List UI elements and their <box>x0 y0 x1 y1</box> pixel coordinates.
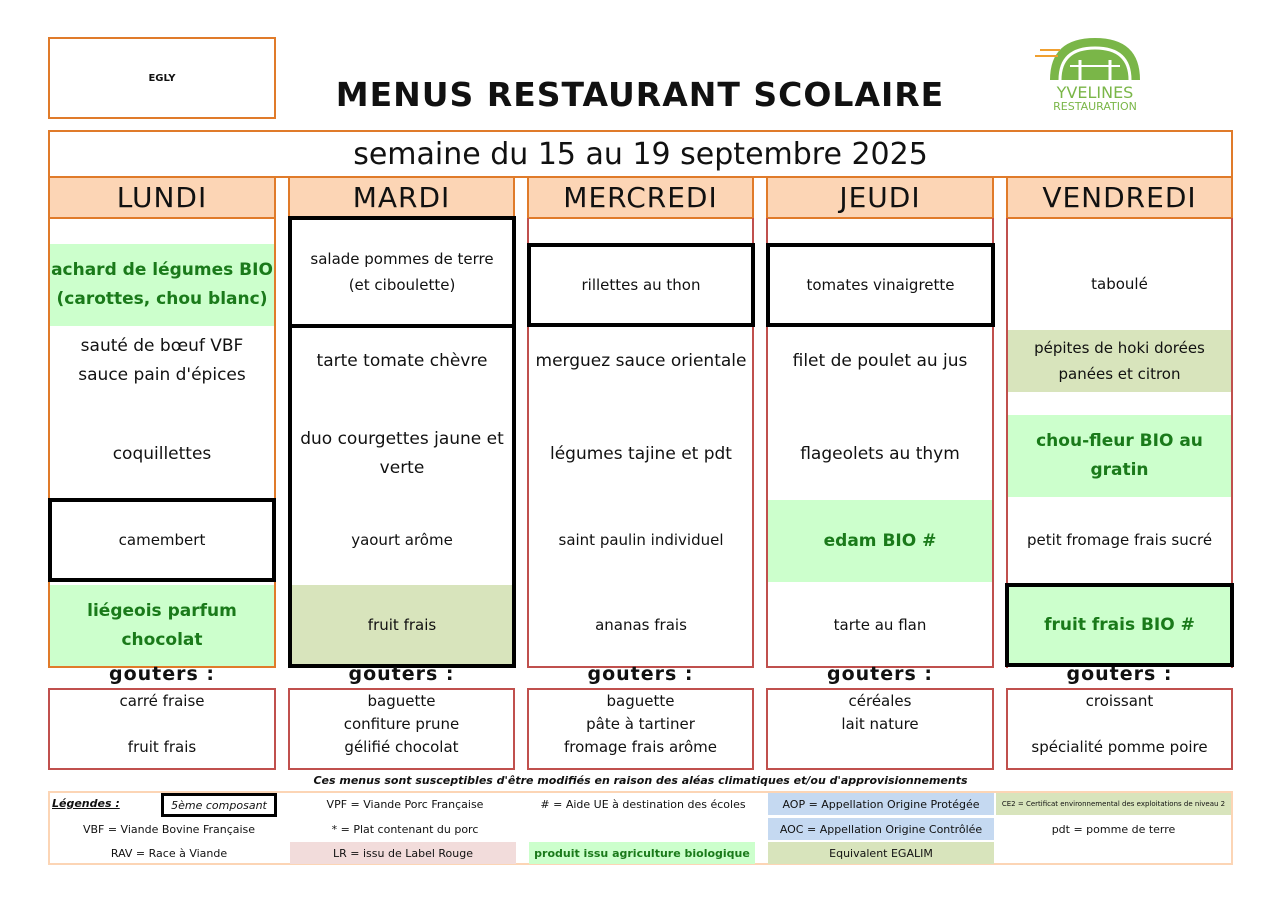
gouter-item: céréales <box>848 692 912 710</box>
legend-porc: * = Plat contenant du porc <box>331 822 479 836</box>
dish-mardi-dessert: fruit frais <box>292 585 512 664</box>
dish-vendredi-accompagnement: chou-fleur BIO au gratin <box>1008 415 1231 497</box>
gouter-item <box>1008 713 1231 736</box>
dish-mercredi-plat: merguez sauce orientale <box>535 350 747 371</box>
legend-lr: LR = issu de Label Rouge <box>290 842 516 864</box>
dish-mercredi-accompagnement: légumes tajine et pdt <box>550 443 732 464</box>
legend <box>48 791 1233 865</box>
logo <box>1030 30 1160 115</box>
gouter-lundi <box>48 688 276 770</box>
dish-mardi-plat: tarte tomate chèvre <box>316 350 488 371</box>
week-title: semaine du 15 au 19 septembre 2025 <box>353 136 928 172</box>
legend-aoc: AOC = Appellation Origine Contrôlée <box>768 818 994 840</box>
legend-vbf: VBF = Viande Bovine Française <box>82 822 256 836</box>
dish-vendredi-entree: taboulé <box>1091 275 1148 293</box>
legend-bio: produit issu agriculture biologique <box>529 842 755 864</box>
week-banner <box>48 130 1233 178</box>
legend-aop: AOP = Appellation Origine Protégée <box>768 793 994 815</box>
site-name: EGLY <box>148 72 176 84</box>
dish-mercredi-dessert: ananas frais <box>595 615 687 634</box>
dish-mardi-laitage: yaourt arôme <box>351 531 453 549</box>
gouter-jeudi <box>766 688 994 770</box>
disclaimer: Ces menus sont susceptibles d'être modifiés en raison des aléas climatiques et/ou d'approvisionnements <box>313 773 968 787</box>
legend-pdt: pdt = pomme de terre <box>1051 822 1176 836</box>
gouter-item: fromage frais arôme <box>563 738 718 756</box>
day-header-jeudi: JEUDI <box>766 176 994 219</box>
gouter-mercredi <box>527 688 754 770</box>
dish-lundi-fromage: camembert <box>48 498 276 582</box>
gouter-item: baguette <box>367 692 436 710</box>
site-box <box>48 37 276 119</box>
gouters-label-vendredi: gouters : <box>1066 663 1173 685</box>
gouter-mardi <box>288 688 515 770</box>
logo-line2: RESTAURATION <box>1053 100 1137 113</box>
day-header-lundi: LUNDI <box>48 176 276 219</box>
dish-jeudi-accompagnement: flageolets au thym <box>800 443 960 464</box>
page-title: MENUS RESTAURANT SCOLAIRE <box>335 74 945 114</box>
gouter-item: gélifié chocolat <box>344 738 459 756</box>
gouter-item <box>50 713 274 736</box>
dish-mercredi-fromage: saint paulin individuel <box>558 531 724 549</box>
dish-vendredi-fromage: petit fromage frais sucré <box>1026 531 1213 549</box>
gouter-item: baguette <box>606 692 675 710</box>
gouter-item: spécialité pomme poire <box>1031 738 1208 756</box>
gouter-item: fruit frais <box>127 738 197 756</box>
day-header-vendredi: VENDREDI <box>1006 176 1233 219</box>
dish-vendredi-dessert: fruit frais BIO # <box>1005 583 1234 667</box>
day-header-mercredi: MERCREDI <box>527 176 754 219</box>
dish-jeudi-dessert: tarte au flan <box>833 615 927 634</box>
dish-lundi-accompagnement: coquillettes <box>112 443 212 464</box>
dish-mardi-entree: salade pommes de terre (et ciboulette) <box>288 216 516 328</box>
legend-rav: RAV = Race à Viande <box>110 846 228 860</box>
logo-dome-icon <box>1030 30 1160 85</box>
gouters-label-mardi: gouters : <box>348 663 455 685</box>
dish-lundi-dessert: liégeois parfum chocolat <box>50 585 274 666</box>
day-header-mardi: MARDI <box>288 176 515 219</box>
dish-mercredi-entree: rillettes au thon <box>527 243 755 327</box>
dish-mardi-accompagnement: duo courgettes jaune et verte <box>300 429 504 478</box>
legend-5eme: 5ème composant <box>161 793 277 817</box>
legend-egalim: Equivalent EGALIM <box>768 842 994 864</box>
dish-jeudi-entree: tomates vinaigrette <box>766 243 995 327</box>
dish-vendredi-plat: pépites de hoki dorées panées et citron <box>1008 330 1231 392</box>
gouter-item: pâte à tartiner <box>586 715 695 733</box>
logo-line1: YVELINES <box>1056 83 1134 102</box>
dish-lundi-plat: sauté de bœuf VBF sauce pain d'épices <box>78 336 246 385</box>
legend-aide: # = Aide UE à destination des écoles <box>540 797 746 811</box>
gouter-item: carré fraise <box>119 692 205 710</box>
dish-lundi-entree: achard de légumes BIO (carottes, chou blanc) <box>50 244 274 326</box>
legend-title: Légendes : <box>52 797 120 810</box>
gouters-label-lundi: gouters : <box>108 663 216 685</box>
gouter-vendredi <box>1006 688 1233 770</box>
gouter-item: confiture prune <box>343 715 460 733</box>
legend-vpf: VPF = Viande Porc Française <box>326 797 484 811</box>
gouters-label-mercredi: gouters : <box>587 663 694 685</box>
gouter-item: lait nature <box>841 715 919 733</box>
legend-ce2: CE2 = Certificat environnemental des exploitations de niveau 2 <box>996 793 1231 815</box>
gouter-item: croissant <box>1085 692 1154 710</box>
dish-jeudi-fromage: edam BIO # <box>768 500 992 582</box>
dish-jeudi-plat: filet de poulet au jus <box>792 350 968 371</box>
gouters-label-jeudi: gouters : <box>826 663 934 685</box>
